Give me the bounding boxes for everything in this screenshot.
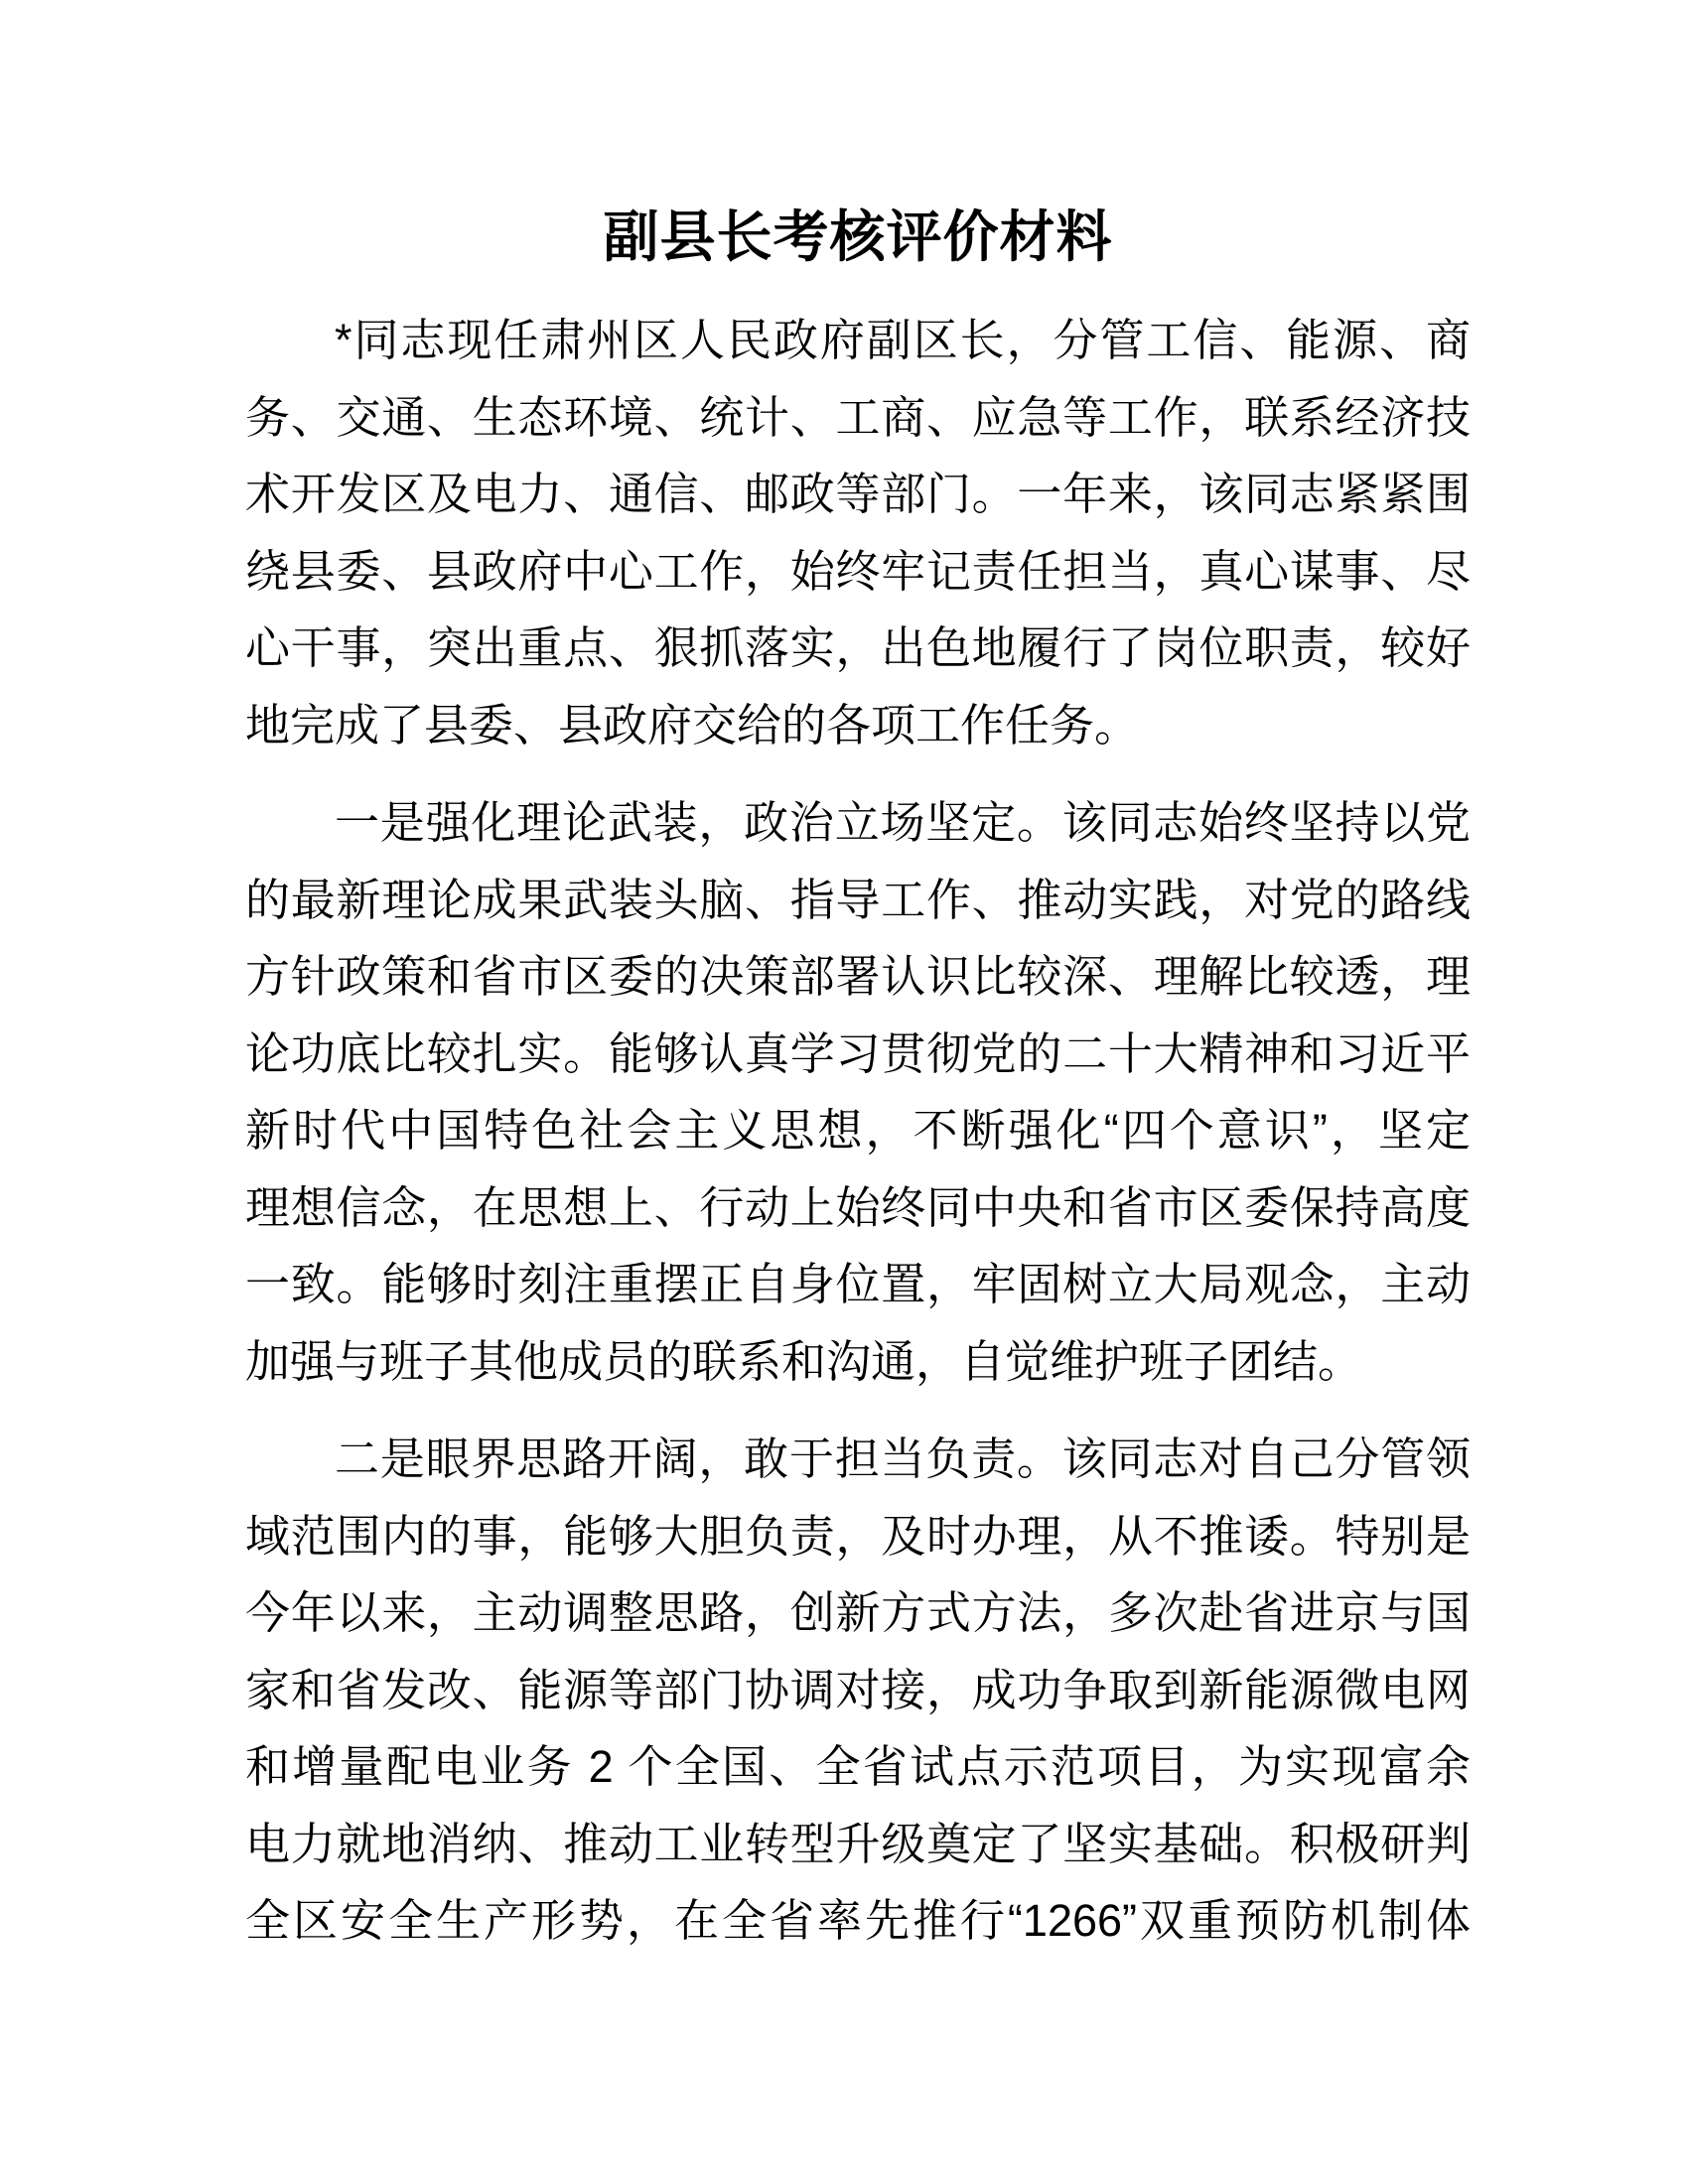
text-line: 方针政策和省市区委的决策部署认识比较深、理解比较透，理 <box>245 951 1471 1002</box>
text-line: 地完成了县委、县政府交给的各项工作任务。 <box>245 699 1140 751</box>
text-line: 全区安全生产形势，在全省率先推行“1266”双重预防机制体 <box>245 1895 1471 1946</box>
paragraph <box>245 1421 1471 1960</box>
text-line: 和增量配电业务 2 个全国、全省试点示范项目，为实现富余 <box>245 1741 1471 1792</box>
text-line: 家和省发改、能源等部门协调对接，成功争取到新能源微电网 <box>245 1664 1471 1715</box>
text-line: 理想信念，在思想上、行动上始终同中央和省市区委保持高度 <box>245 1181 1471 1233</box>
paragraph <box>245 784 1471 1400</box>
text-line: 心干事，突出重点、狠抓落实，出色地履行了岗位职责，较好 <box>245 622 1471 673</box>
document-title: 副县长考核评价材料 <box>603 205 1113 268</box>
text-line: 的最新理论成果武装头脑、指导工作、推动实践，对党的路线 <box>245 874 1471 925</box>
text-line: 绕县委、县政府中心工作，始终牢记责任担当，真心谋事、尽 <box>245 545 1471 597</box>
text-line: 务、交通、生态环境、统计、工商、应急等工作，联系经济技 <box>245 391 1471 443</box>
paragraph <box>245 302 1471 763</box>
document-body <box>245 302 1471 1960</box>
text-line: 术开发区及电力、通信、邮政等部门。一年来，该同志紧紧围 <box>245 469 1471 519</box>
text-line: 加强与班子其他成员的联系和沟通，自觉维护班子团结。 <box>245 1335 1363 1387</box>
text-line: 域范围内的事，能够大胆负责，及时办理，从不推诿。特别是 <box>245 1510 1471 1562</box>
text-line: 新时代中国特色社会主义思想，不断强化“四个意识”，坚定 <box>245 1105 1471 1156</box>
text-line: 论功底比较扎实。能够认真学习贯彻党的二十大精神和习近平 <box>245 1027 1471 1079</box>
text-line: 电力就地消纳、推动工业转型升级奠定了坚实基础。积极研判 <box>245 1818 1471 1869</box>
text-line: *同志现任肃州区人民政府副区长，分管工信、能源、商 <box>335 315 1471 365</box>
text-line: 一致。能够时刻注重摆正自身位置，牢固树立大局观念，主动 <box>245 1259 1471 1309</box>
text-line: 二是眼界思路开阔，敢于担当负责。该同志对自己分管领 <box>335 1433 1471 1484</box>
text-line: 一是强化理论武装，政治立场坚定。该同志始终坚持以党 <box>335 797 1471 848</box>
text-line: 今年以来，主动调整思路，创新方式方法，多次赴省进京与国 <box>245 1587 1471 1638</box>
